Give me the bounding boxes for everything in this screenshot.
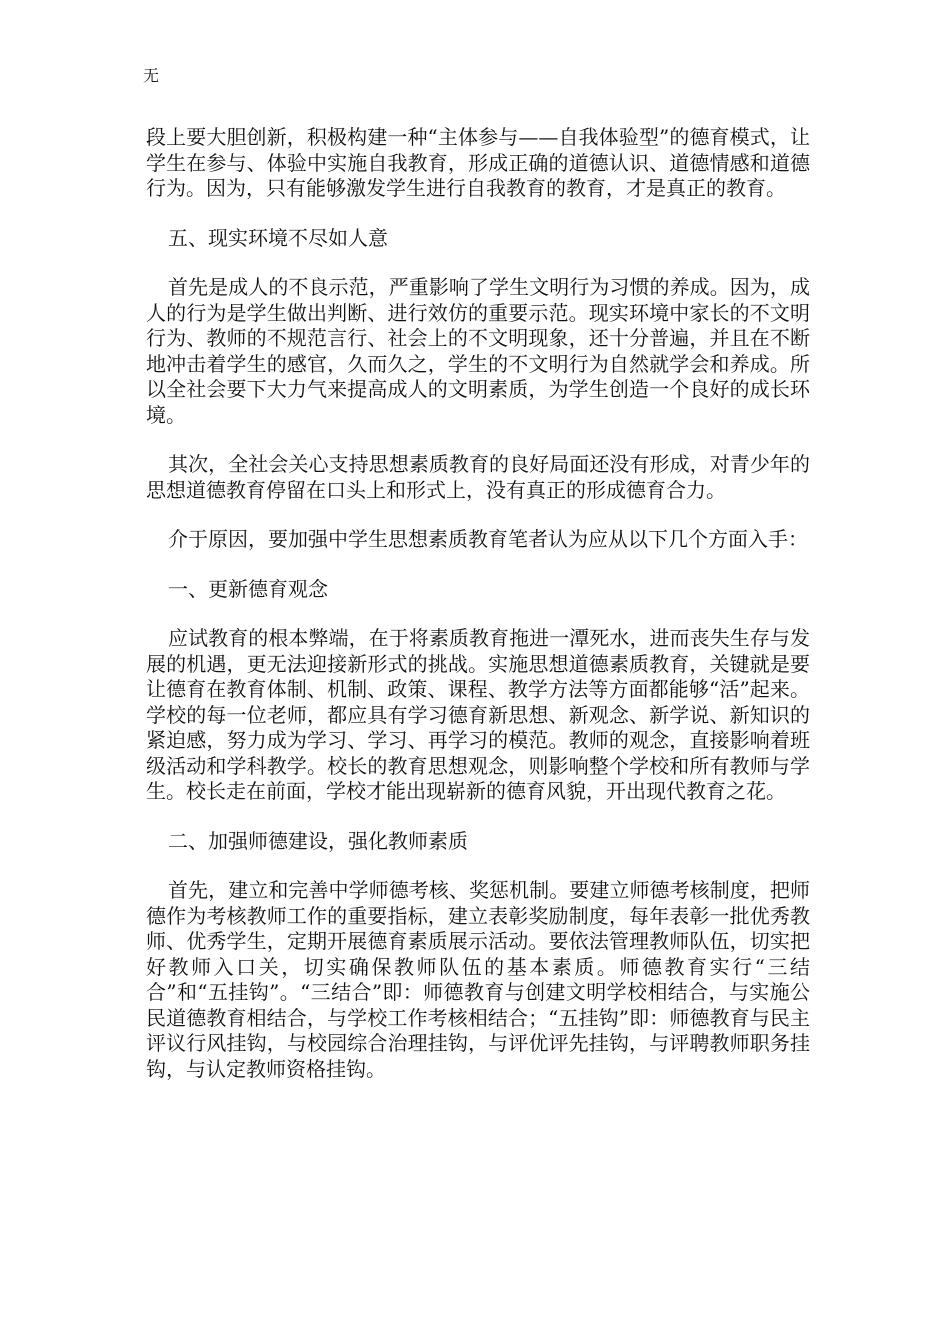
paragraph-adult-example: 首先是成人的不良示范，严重影响了学生文明行为习惯的养成。因为，成人的行为是学生做出判断、进行效仿的重要示范。现实环境中家长的不文明行为、教师的不规范言行、社会上的不文明现象，还十分普遍，并且在不断地冲击着学生的感官，久而久之，学生的不文明行为自然就学会和养成。所以全社会要下大力气来提高成人的文明素质，为学生创造一个良好的成长环境。 [146,275,810,427]
document-body [146,125,810,1106]
paragraph-continuation: 段上要大胆创新，积极构建一种“主体参与——自我体验型”的德育模式，让学生在参与、体验中实施自我教育，形成正确的道德认识、道德情感和道德行为。因为，只有能够激发学生进行自我教育的教育，才是真正的教育。 [146,125,810,200]
paragraph-approach-intro: 介于原因，要加强中学生思想素质教育笔者认为应从以下几个方面入手： [168,527,808,551]
paragraph-teacher-ethics: 首先，建立和完善中学师德考核、奖惩机制。要建立师德考核制度，把师德作为考核教师工作的重要指标，建立表彰奖励制度，每年表彰一批优秀教师、优秀学生，定期开展德育素质展示活动。要依法管理教师队伍，切实把好教师入口关，切实确保教师队伍的基本素质。师德教育实行“三结合”和“五挂钩”。“三结合”即：师德教育与创建文明学校相结合，与实施公民道德教育相结合，与学校工作考核相结合；“五挂钩”即：师德教育与民主评议行风挂钩，与校园综合治理挂钩，与评优评先挂钩，与评聘教师职务挂钩，与认定教师资格挂钩。 [146,878,810,1081]
page-header: 无 [143,66,160,85]
section-heading-5: 五、现实环境不尽如人意 [168,225,388,250]
section-heading-1: 一、更新德育观念 [168,576,328,601]
section-heading-2: 二、加强师德建设，强化教师素质 [168,828,468,853]
paragraph-social-support: 其次，全社会关心支持思想素质教育的良好局面还没有形成，对青少年的思想道德教育停留在口头上和形式上，没有真正的形成德育合力。 [146,452,810,502]
paragraph-update-concepts: 应试教育的根本弊端，在于将素质教育拖进一潭死水，进而丧失生存与发展的机遇，更无法迎接新形式的挑战。实施思想道德素质教育，关键就是要让德育在教育体制、机制、政策、课程、教学方法等方面都能够“活”起来。学校的每一位老师，都应具有学习德育新思想、新观念、新学说、新知识的紧迫感，努力成为学习、学习、再学习的模范。教师的观念，直接影响着班级活动和学科教学。校长的教育思想观念，则影响整个学校和所有教师与学生。校长走在前面，学校才能出现崭新的德育风貌，开出现代教育之花。 [146,626,810,803]
